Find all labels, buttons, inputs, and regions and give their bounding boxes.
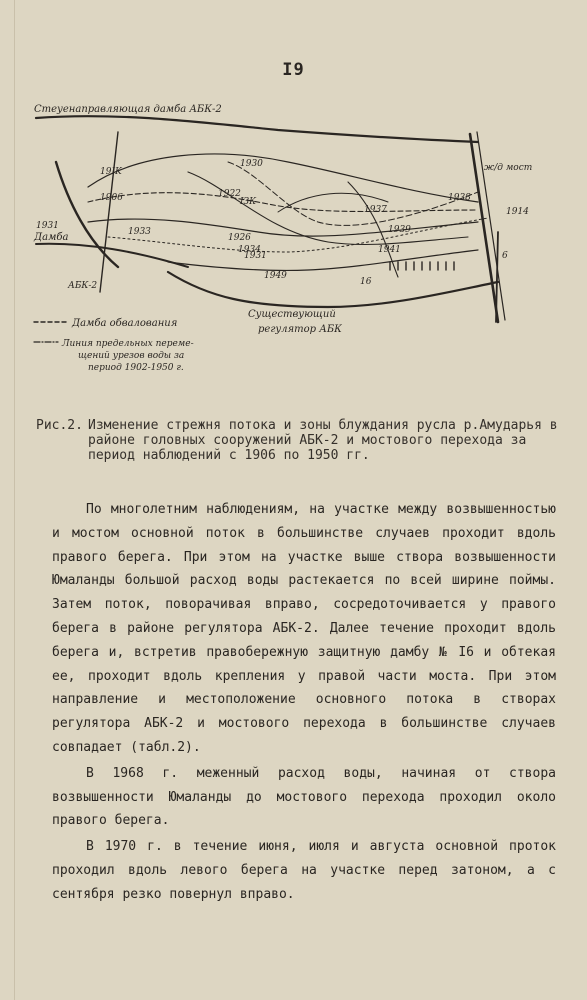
year-label: 1931 bbox=[244, 251, 267, 261]
legend-text-3: период 1902-1950 г. bbox=[88, 363, 184, 373]
bank-mark: 6 bbox=[502, 251, 508, 261]
year-label: 1906 bbox=[100, 193, 123, 203]
year-label: 1939 bbox=[388, 225, 411, 235]
year-label: 1949 bbox=[264, 271, 287, 281]
embankment-line bbox=[168, 272, 498, 307]
year-label: 1933 bbox=[128, 227, 151, 237]
label-bridge: ж/д мост bbox=[484, 163, 533, 173]
label-regulator-2: регулятор АБК bbox=[258, 324, 342, 335]
year-label: 1926 bbox=[228, 233, 251, 243]
year-label: 1922 bbox=[218, 189, 241, 199]
label-regulator-1: Существующий bbox=[248, 309, 336, 320]
year-label: 1938 bbox=[448, 193, 471, 203]
year-label: 1931 bbox=[36, 221, 59, 231]
label-abk2: АБК-2 bbox=[68, 281, 98, 291]
paragraph: В 1970 г. в течение июня, июля и августа основной проток проходил вдоль левого берега на участке перед затоном, а с сентября резко повернул вправо. bbox=[52, 839, 556, 902]
year-label: 1934 bbox=[238, 245, 261, 255]
year-label: 1914 bbox=[506, 207, 529, 217]
label-top-dam: Стеуенаправляющая дамба АБК-2 bbox=[34, 104, 222, 115]
year-label: 1930 bbox=[240, 159, 263, 169]
label-dam-left: Дамба bbox=[34, 232, 69, 243]
body-text bbox=[52, 498, 556, 907]
caption-label: Рис.2. bbox=[36, 418, 83, 433]
bank-mark: 16 bbox=[360, 277, 372, 287]
year-label: 1937 bbox=[364, 205, 387, 215]
paragraph: По многолетним наблюдениям, на участке между возвышенностью и мостом основной поток в большинстве случаев проходит вдоль правого берега. При этом на участке выше створа возвышенности Юмаланды большой расход воды растекается по всей ширине поймы. Затем поток, поворачивая вправо, сосредоточивается у правого берега в районе регулятора АБК-2. Далее течение проходит вдоль берега и, встретив правобережную защитную дамбу № I6 и обтекая ее, проходит вдоль крепления у правой части моста. При этом направление и местоположение основного потока в створах регулятора АБК-2 и мостового перехода в большинстве случаев совпадает (табл.2). bbox=[52, 502, 556, 755]
paragraph: В 1968 г. меженный расход воды, начиная от створа возвышенности Юмаланды до мостового перехода проходил около правого берега. bbox=[52, 765, 556, 829]
channel-line bbox=[168, 250, 478, 270]
page-edge-shadow bbox=[14, 0, 15, 1000]
river-map-figure bbox=[28, 92, 533, 392]
figure-caption bbox=[36, 418, 566, 463]
channel-line bbox=[88, 154, 478, 202]
channel-line bbox=[108, 218, 488, 252]
diagonal-line bbox=[100, 132, 118, 292]
bridge-line-2 bbox=[477, 132, 505, 320]
page-number: I9 bbox=[282, 60, 305, 80]
bank-hatch-marks bbox=[390, 262, 454, 270]
guide-dam-line bbox=[36, 116, 478, 142]
legend-text-1: Линия предельных переме- bbox=[62, 339, 194, 349]
year-label: IЗК bbox=[240, 197, 257, 207]
lower-dam-line bbox=[36, 244, 188, 267]
right-boundary-line bbox=[496, 232, 498, 322]
caption-text: Изменение стрежня потока и зоны блуждания русла р.Амударья в районе головных сооружений АБК-2 и мостового перехода за период наблюдений с 1906 по 1950 гг. bbox=[88, 418, 558, 463]
label-embankment: Дамба обвалования bbox=[72, 318, 178, 329]
year-label: 19IK bbox=[100, 167, 122, 177]
year-label: 1941 bbox=[378, 245, 401, 255]
legend-text-2: щений урезов воды за bbox=[78, 351, 185, 361]
